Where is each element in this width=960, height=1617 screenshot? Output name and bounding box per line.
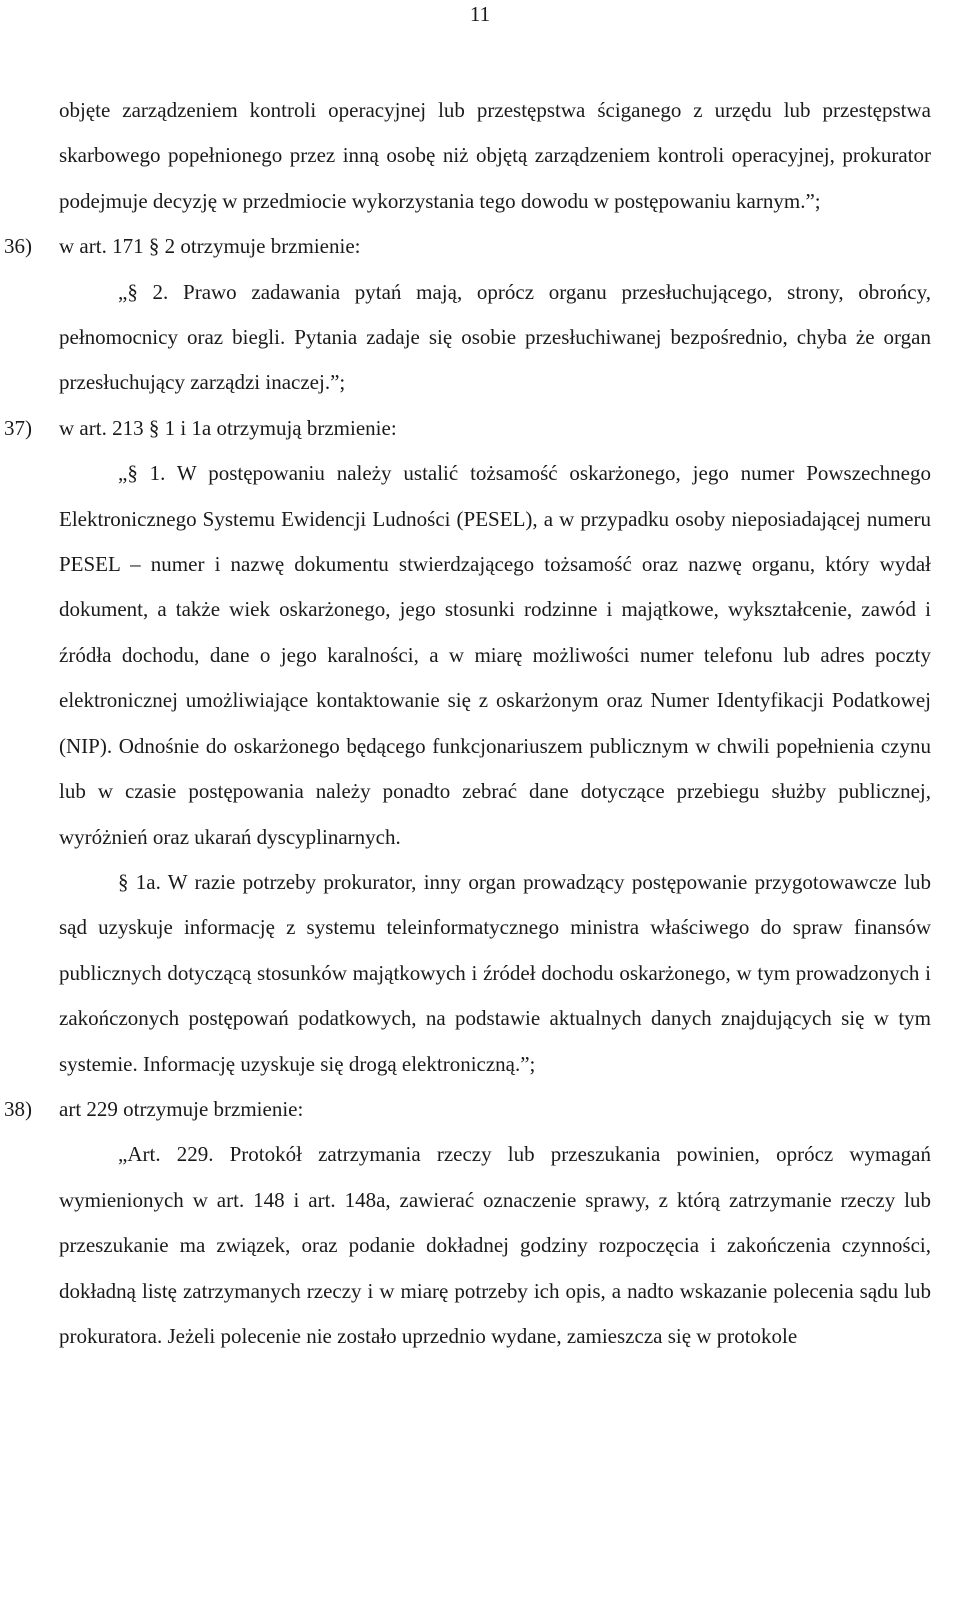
paragraph-text: objęte zarządzeniem kontroli operacyjnej lub przestępstwa ściganego z urzędu lub przestępstwa skarbowego popełnionego przez inną osobę niż objętą zarządzeniem kontroli operacyjnej, prokurator podejmuje decyzję w przedmiocie wykorzystania tego dowodu w postępowaniu karnym.”; [59, 98, 931, 213]
paragraph-row [4, 224, 931, 269]
paragraph-text: w art. 213 § 1 i 1a otrzymują brzmienie: [59, 415, 397, 440]
paragraph-row [4, 1087, 931, 1132]
document-body [4, 88, 931, 1359]
paragraph-row [59, 88, 931, 224]
paragraph-row [59, 1132, 931, 1359]
paragraph-row [4, 406, 931, 451]
paragraph-text: w art. 171 § 2 otrzymuje brzmienie: [59, 234, 361, 259]
item-number: 38) [4, 1096, 32, 1121]
paragraph-row [59, 451, 931, 860]
paragraph-text: § 1a. W razie potrzeby prokurator, inny organ prowadzący postępowanie przygotowawcze lub sąd uzyskuje informację z systemu teleinformatycznego ministra właściwego do spraw finansów publicznych dotyczącą stosunków majątkowych i źródeł dochodu oskarżonego, w tym prowadzonych i zakończonych postępowań podatkowych, na podstawie aktualnych danych znajdujących się w tym systemie. Informację uzyskuje się drogą elektroniczną.”; [59, 869, 931, 1076]
paragraph-row [59, 270, 931, 406]
page-number: 11 [469, 2, 491, 26]
item-number: 36) [4, 234, 32, 259]
paragraph-row [59, 860, 931, 1087]
paragraph-text: art 229 otrzymuje brzmienie: [59, 1096, 304, 1121]
paragraph-text: „Art. 229. Protokół zatrzymania rzeczy lub przeszukania powinien, oprócz wymagań wymienionych w art. 148 i art. 148a, zawierać oznaczenie sprawy, z którą zatrzymanie rzeczy lub przeszukanie ma związek, oraz podanie dokładnej godziny rozpoczęcia i zakończenia czynności, dokładną listę zatrzymanych rzeczy i w miarę potrzeby ich opis, a nadto wskazanie polecenia sądu lub prokuratora. Jeżeli polecenie nie zostało uprzednio wydane, zamieszcza się w protokole [59, 1142, 931, 1348]
item-number: 37) [4, 415, 32, 440]
paragraph-text: „§ 2. Prawo zadawania pytań mają, oprócz organu przesłuchującego, strony, obrońcy, pełnomocnicy oraz biegli. Pytania zadaje się osobie przesłuchiwanej bezpośrednio, chyba że organ przesłuchujący zarządzi inaczej.”; [59, 279, 931, 395]
paragraph-text: „§ 1. W postępowaniu należy ustalić tożsamość oskarżonego, jego numer Powszechnego Elektronicznego Systemu Ewidencji Ludności (PESEL), a w przypadku osoby nieposiadającej numeru PESEL – numer i nazwę dokumentu stwierdzającego tożsamość oraz nazwę organu, który wydał dokument, a także wiek oskarżonego, jego stosunki rodzinne i majątkowe, wykształcenie, zawód i źródła dochodu, dane o jego karalności, a w miarę możliwości numer telefonu lub adres poczty elektronicznej umożliwiające kontaktowanie się z oskarżonym oraz Numer Identyfikacji Podatkowej (NIP). Odnośnie do oskarżonego będącego funkcjonariuszem publicznym w chwili popełnienia czynu lub w czasie postępowania należy ponadto zebrać dane dotyczące przebiegu służby publicznej, wyróżnień oraz ukarań dyscyplinarnych. [59, 461, 931, 849]
